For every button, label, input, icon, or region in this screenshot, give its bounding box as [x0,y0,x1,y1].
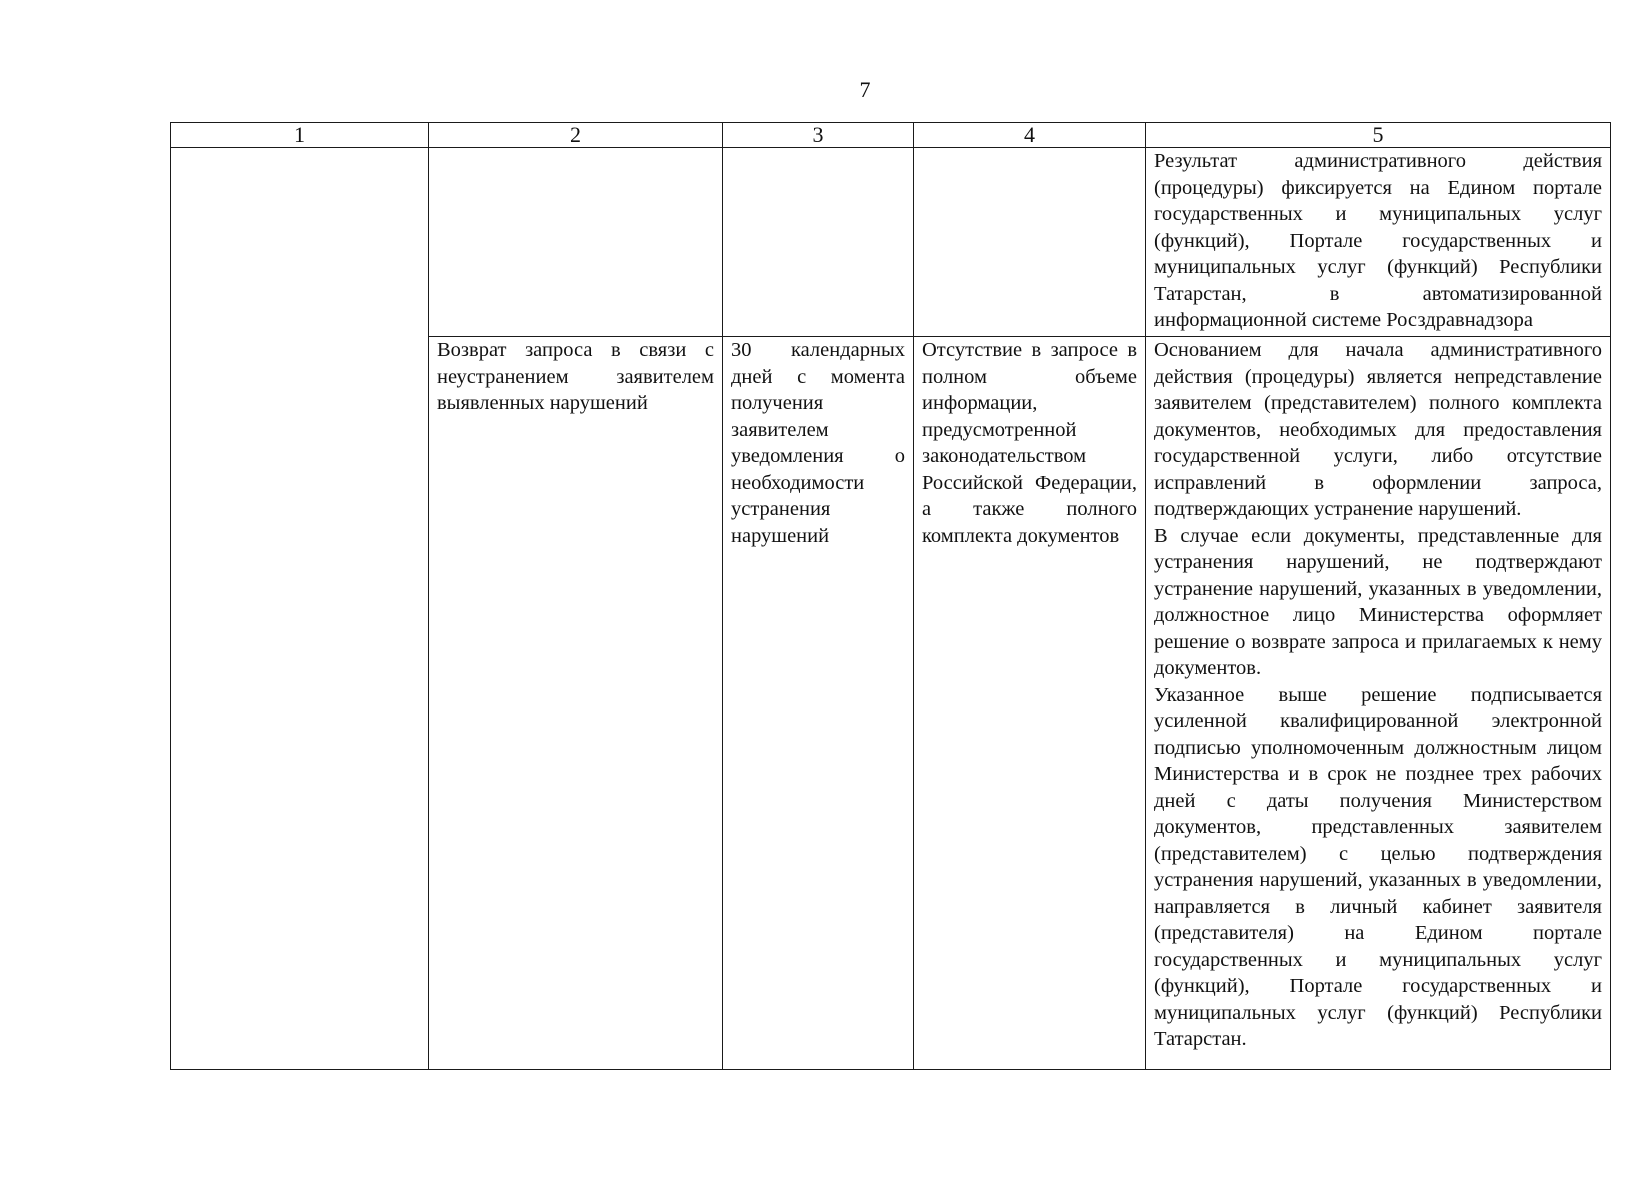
row-1-cell-col-4 [914,148,1146,337]
column-number-5: 5 [1146,123,1611,148]
row-2-cell-col-3 [723,337,914,1070]
row-1-cell-col-2 [429,148,723,337]
description-paragraph-3: Указанное выше решение подписывается усиленной квалифицированной электронной подписью уполномоченным должностным лицом Министерства и в срок не позднее трех рабочих дней с даты получения Министерством документов, представленных заявителем (представителем) с целью подтверждения устранения нарушений, указанных в уведомлении, направляется в личный кабинет заявителя (представителя) на Едином портале государственных и муниципальных услуг (функций), Портале государственных и муниципальных услуг (функций) Республики Татарстан. [1154,683,1602,1050]
page-number: 7 [859,77,871,102]
column-number-4: 4 [914,123,1146,148]
result-fixation-text: Результат административного действия (процедуры) фиксируется на Едином портале государственных и муниципальных услуг (функций), Портале государственных и муниципальных услуг (функций) Республики Татарстан, в автоматизированной информационной системе Росздравнадзора [1154,150,1602,331]
row-2-cell-col-5 [1146,337,1611,1070]
row-2-cell-col-2 [429,337,723,1070]
grounds-text: Отсутствие в запросе в полном объеме информации, предусмотренной законодательством Российской Федерации, а также полного комплекта документов [922,339,1137,547]
column-number-3: 3 [723,123,914,148]
header-row [171,123,1611,148]
row-2-cell-col-4 [914,337,1146,1070]
row-1-cell-col-3 [723,148,914,337]
table-row [171,148,1611,337]
row-1-cell-col-1 [171,148,429,1070]
description-paragraph-2: В случае если документы, представленные для устранения нарушений, не подтверждают устранение нарушений, указанных в уведомлении, должностное лицо Министерства оформляет решение о возврате запроса и прилагаемых к нему документов. [1154,524,1602,679]
column-number-1: 1 [171,123,429,148]
column-number-2: 2 [429,123,723,148]
procedure-table [170,122,1611,1070]
action-name-text: Возврат запроса в связи с неустранением заявителем выявленных нарушений [437,339,714,414]
row-1-cell-col-5 [1146,148,1611,337]
description-paragraph-1: Основанием для начала административного действия (процедуры) является непредставление заявителем (представителем) полного комплекта документов, необходимых для предоставления государственной услуги, либо отсутствие исправлений в оформлении запроса, подтверждающих устранение нарушений. [1154,339,1602,520]
deadline-text: 30 календарных дней с момента получения заявителем уведомления о необходимости устранения нарушений [731,339,905,547]
